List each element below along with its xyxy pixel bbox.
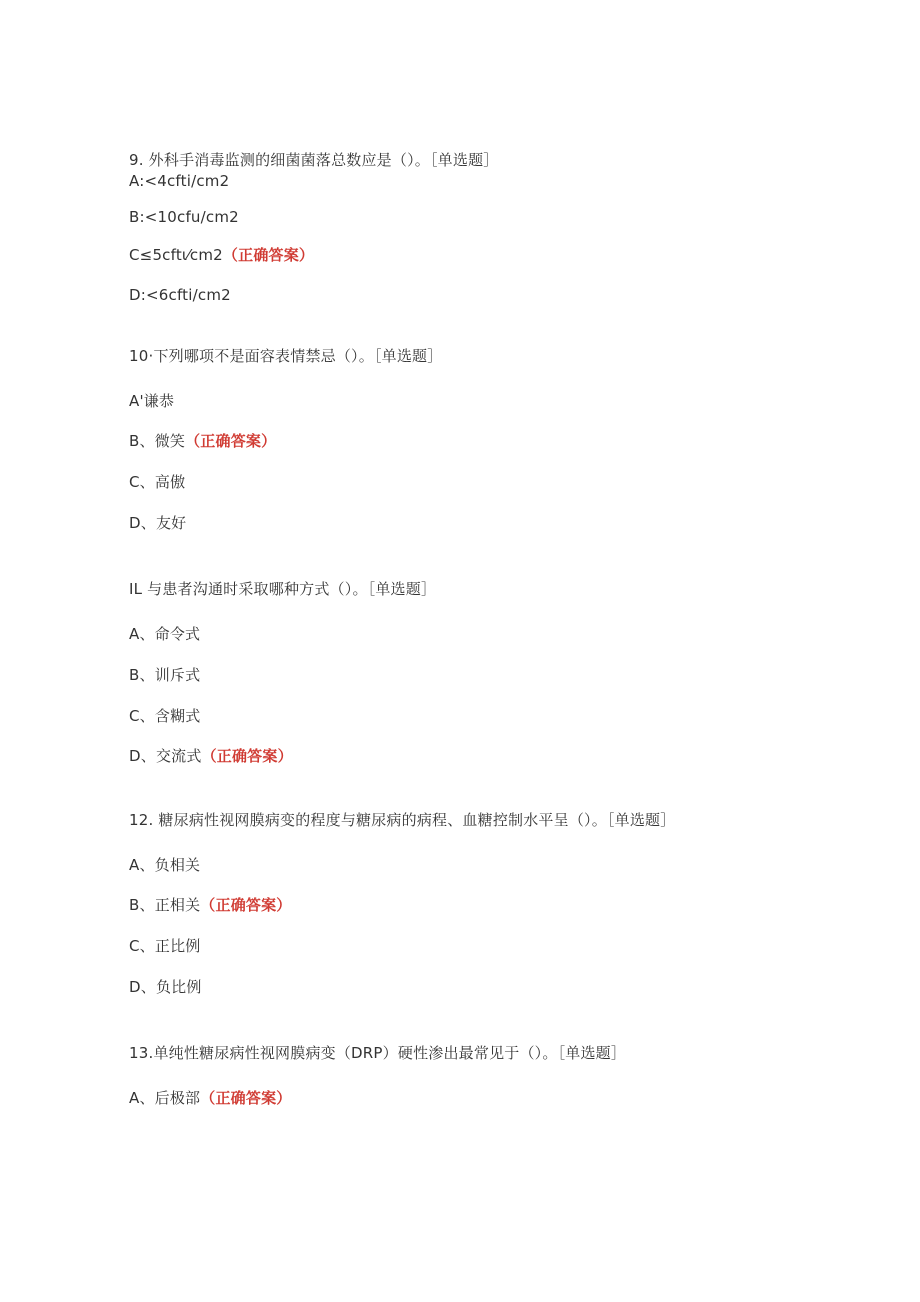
question-10-option-c xyxy=(129,472,185,492)
question-11-option-b xyxy=(129,665,200,685)
question-12-option-d xyxy=(129,977,202,997)
question-12-option-b xyxy=(129,895,292,915)
question-13-option-a xyxy=(129,1088,291,1108)
correct-answer-mark: （正确答案） xyxy=(200,1089,292,1107)
option-label: C、含糊式 xyxy=(129,707,201,725)
option-label: C、高傲 xyxy=(129,473,186,491)
option-label: C≤5cftι⁄cm2 xyxy=(129,246,223,264)
option-label: B、训斥式 xyxy=(129,666,201,684)
question-11-text: IL 与患者沟通时采取哪种方式（）。［单选题］ xyxy=(129,580,437,598)
option-label: D、交流式 xyxy=(129,747,202,765)
question-12-option-a xyxy=(129,855,200,875)
question-9-option-c xyxy=(129,245,314,265)
option-label: B、微笑 xyxy=(129,432,186,450)
question-11-option-d xyxy=(129,746,293,766)
question-12-text: 12. 糖尿病性视网膜病变的程度与糖尿病的病程、血糖控制水平呈（）。［单选题］ xyxy=(129,811,676,829)
option-label: A:<4cfti/cm2 xyxy=(129,172,230,190)
question-10-option-d xyxy=(129,513,186,533)
option-label: D、负比例 xyxy=(129,978,202,996)
correct-answer-mark: （正确答案） xyxy=(200,896,292,914)
question-12-option-c xyxy=(129,936,200,956)
question-9-option-d xyxy=(129,285,231,305)
correct-answer-mark: （正确答案） xyxy=(185,432,277,450)
option-label: C、正比例 xyxy=(129,937,201,955)
question-9-option-a xyxy=(129,171,229,191)
option-label: D、友好 xyxy=(129,514,187,532)
correct-answer-mark: （正确答案） xyxy=(201,747,293,765)
option-label: A、后极部 xyxy=(129,1089,201,1107)
question-11-option-a xyxy=(129,624,200,644)
option-label: B、正相关 xyxy=(129,896,201,914)
option-label: A、命令式 xyxy=(129,625,201,643)
question-10-option-a xyxy=(129,391,174,411)
correct-answer-mark: （正确答案） xyxy=(222,246,315,264)
question-10-text: 10·下列哪项不是面容表情禁忌（）。［单选题］ xyxy=(129,347,443,365)
option-label: B:<10cfu/cm2 xyxy=(129,208,239,226)
option-label: A'谦恭 xyxy=(129,392,175,410)
question-9-option-b xyxy=(129,207,239,227)
option-label: A、负相关 xyxy=(129,856,201,874)
question-10-option-b xyxy=(129,431,276,451)
question-13-text: 13.单纯性糖尿病性视网膜病变（DRP）硬性渗出最常见于（）。［单选题］ xyxy=(129,1044,627,1062)
question-9-text: 9. 外科手消毒监测的细菌菌落总数应是（）。［单选题］ xyxy=(129,151,499,169)
question-11-option-c xyxy=(129,706,200,726)
option-label: D:<6cfti/cm2 xyxy=(129,286,231,304)
